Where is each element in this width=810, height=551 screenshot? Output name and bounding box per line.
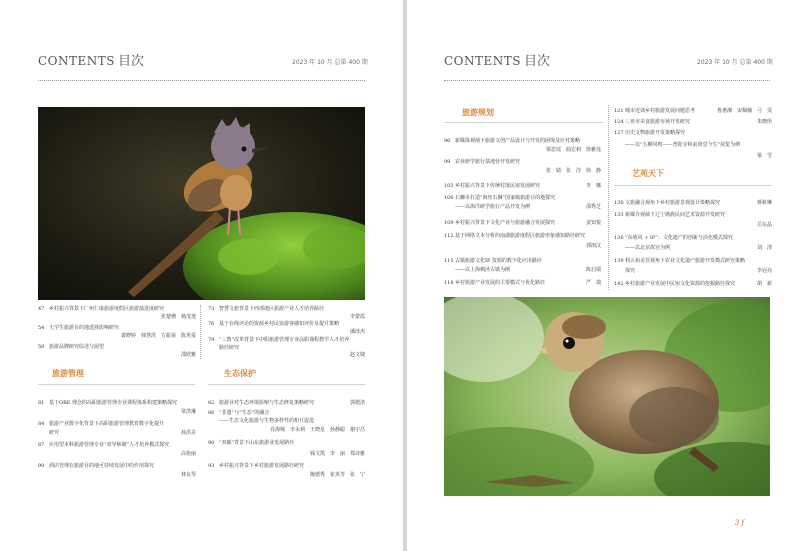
column-divider (608, 105, 609, 290)
toc-entry[interactable]: 99 农业研学旅行基地营开发研究 (444, 159, 521, 165)
toc-authors: 高艳丽 (180, 451, 196, 457)
toc-entry[interactable]: 106石狮市打造“海丝石狮”国家级旅游目的地探究 (444, 195, 556, 201)
toc-entry[interactable]: 87 应用型本科旅游管理专业“双导师制”人才培养模式探究 (38, 442, 170, 448)
toc-authors: 蒋筱琳 (756, 200, 772, 206)
toc-authors: 李 娜 (585, 183, 601, 189)
toc-entry[interactable]: 93 乡村振兴背景下乡村旅游发展路径研究 (208, 463, 305, 469)
contents-cn: 目次 (524, 54, 551, 69)
toc-entry[interactable]: 139利云裕美非视角下农业文化遗产旅游开发模式研究策略 (614, 258, 746, 264)
toc-entry-cont: 研究 (49, 430, 60, 436)
toc-authors: 鲁惠湘 宋佩楠 弓 雯 (716, 108, 772, 114)
toc-authors: 常洪琳 (180, 409, 196, 415)
toc-entry[interactable]: 118乡村旅游产业发展的主要模式与优化路径 (444, 280, 546, 286)
contents-cn: 目次 (118, 54, 145, 69)
toc-entry[interactable]: 142乡村旅游产业发展中民宿文化资源的挖掘路径探究 (614, 281, 736, 287)
toc-authors: 孙洪美 (180, 430, 196, 436)
section-rule (208, 384, 365, 385)
toc-entry[interactable]: 90 “双碳”背景下山东旅游业发展路径 (208, 440, 295, 446)
toc-entry-cont: ——生态文化旅游与生物多样性的相互促进 (219, 418, 315, 424)
toc-entry[interactable]: 90 酒店管理在旅游目的地可持续发展中的作用探究 (38, 463, 155, 469)
toc-entry[interactable]: 136“东坡风 + IP”：文化遗产的创新与活化模式探究 (614, 235, 733, 241)
toc-entry[interactable]: 115古镇旅游文化IP 资源的数字化应用路径 (444, 258, 542, 264)
toc-authors: 张楚珊 杨茂逸 (160, 314, 196, 320)
toc-entry[interactable]: 112基于网络文本分析的南湖旅游度假区旅游形象感知路径研究 (444, 233, 586, 239)
toc-entry-cont: 探究 (625, 268, 636, 274)
toc-authors: 梁 雪 (756, 153, 772, 159)
section-title-art: 艺苑天下 (632, 168, 664, 178)
toc-entry[interactable]: 121城市近郊乡村旅游发展问题思考 (614, 108, 696, 114)
toc-entry-cont: ——以海洋研学旅行产品开发为例 (455, 204, 531, 210)
header-divider (38, 80, 365, 81)
section-rule (614, 185, 772, 186)
toc-entry[interactable]: 79 “三教”改革背景下中职旅游管理专业高职课程教学人才培养 (208, 337, 350, 343)
section-rule (38, 384, 195, 385)
toc-entry[interactable]: 82 旅游业对生态环境影响与生态修复策略研究 (208, 400, 315, 406)
toc-authors: 邵欣雅 (180, 352, 196, 358)
toc-authors: 岳东晶 (756, 222, 772, 228)
toc-entry-cont: ——以北京故宫为例 (625, 245, 671, 251)
toc-authors: 严 瑞 (585, 280, 601, 286)
section-title-tourism-management: 旅游管理 (52, 368, 84, 378)
toc-entry[interactable]: 124三亚市美食旅游市场开发研究 (614, 119, 691, 125)
toc-authors: 胡 新 (756, 281, 772, 287)
column-divider (200, 305, 201, 359)
toc-entry[interactable]: 47 乡村振兴背景下广州仁康旅游度假区旅游演进度研究 (38, 306, 165, 312)
toc-authors: 裴晓婷 韩慧洪 方振第 陈英爱 (120, 333, 196, 339)
toc-authors: 张 婧 张 洋 徐 静 (545, 168, 601, 174)
toc-authors: 陶德秀 崔英寿 张 宁 (309, 472, 365, 478)
issue-label: 2023 年 10 月 总第 400 期 (697, 59, 773, 66)
chick-photo (444, 297, 770, 496)
toc-authors: 林友琴 (180, 472, 196, 478)
toc-entry[interactable]: 96 新媒体视域下旅游文创产品设计与开发的困境及应对策略 (444, 138, 581, 144)
toc-entry[interactable]: 133新媒介视域下辽宁满族民间艺术资源开发研究 (614, 212, 726, 218)
section-rule (444, 122, 604, 123)
section-title-eco-protection: 生态保护 (224, 368, 256, 378)
toc-entry[interactable]: 130文旅融合视角下乡村旅游景观设计策略探究 (614, 200, 721, 206)
toc-entry[interactable]: 86 “非遗”与“生态”的融合 (208, 410, 270, 416)
toc-authors: 李冠亮 (756, 268, 772, 274)
bird-photo (38, 107, 365, 300)
toc-authors: 刘 清 (756, 245, 772, 251)
toc-authors: 潘泽杰 (349, 329, 365, 335)
toc-entry[interactable]: 73 智慧文旅背景下西部地区旅游产业人才培养路径 (208, 306, 325, 312)
toc-authors: 李蒙霞 (349, 314, 365, 320)
toc-authors: 肖海城 李永利 王晓星 孙静聪 谢宇昌 (269, 427, 365, 433)
toc-entry[interactable]: 54 大学生旅游目的地选择影响研究 (38, 325, 120, 331)
issue-label: 2023 年 10 月 总第 400 期 (292, 59, 368, 66)
contents-heading (38, 50, 144, 69)
handwritten-mark: 3 f (734, 519, 744, 527)
toc-entry[interactable]: 109乡村振兴背景下文化产业与旅游融合发展探究 (444, 220, 556, 226)
left-page (0, 0, 403, 551)
toc-entry-cont: 路径研究 (219, 345, 240, 351)
toc-authors: 邵秀芝 (585, 204, 601, 210)
contents-heading (444, 50, 550, 69)
toc-entry[interactable]: 127历史文物旅游开发策略探究 (614, 130, 686, 136)
toc-authors: 姜知悦 (585, 220, 601, 226)
toc-authors: 陈启瑞 (585, 267, 601, 273)
toc-authors: 钱文凯 李 丽 郑诗雅 (309, 451, 365, 457)
contents-en: CONTENTS (444, 54, 522, 68)
header-divider (444, 80, 770, 81)
toc-entry[interactable]: 76 基于在线评论的资源乡村民宿游客感知评价及提升策略 (208, 321, 340, 327)
toc-authors: 赵文婕 (349, 352, 365, 358)
section-title-tourism-planning: 旅游规划 (462, 107, 494, 117)
toc-entry[interactable]: 103乡村振兴背景下传统村落民宿发展研究 (444, 183, 541, 189)
toc-entry[interactable]: 58 旅游品牌研究综述与展望 (38, 344, 105, 350)
right-page (407, 0, 810, 551)
toc-entry-cont: ——以上海枫泾古镇为例 (455, 267, 511, 273)
toc-authors: 朱晓彤 (756, 119, 772, 125)
toc-entry[interactable]: 84 旅游产业数字化背景下高职旅游管理教育数字化提升 (38, 421, 165, 427)
toc-authors: 郭雨汶 (585, 243, 601, 249)
toc-entry-cont: ——以“五柳风鸣——普陀寺和前贤堂今生”展览为例 (625, 142, 741, 148)
toc-authors: 梁思瑶 曲宏莉 徐雅莲 (545, 147, 601, 153)
contents-en: CONTENTS (38, 54, 116, 68)
toc-entry[interactable]: 81 基于OBE 理念的高职旅游管理专业课程体系构建策略探究 (38, 400, 178, 406)
toc-authors: 郭德清 (349, 400, 365, 406)
